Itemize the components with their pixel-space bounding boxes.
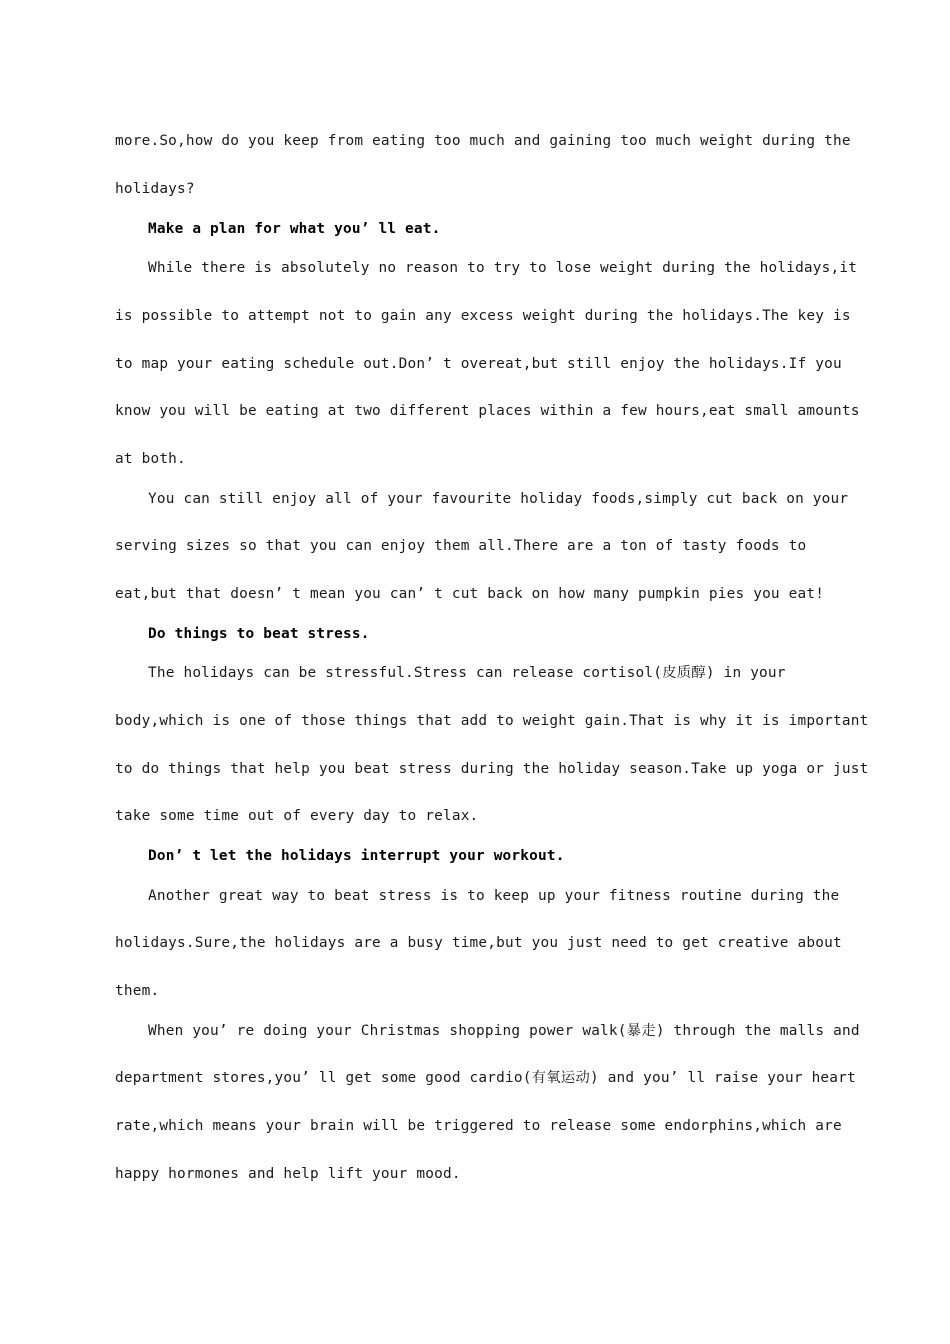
paragraph-line: rate,which means your brain will be triggered to release some endorphins,which are (115, 1118, 842, 1134)
paragraph-line: to map your eating schedule out.Don’ t overeat,but still enjoy the holidays.If you (115, 356, 842, 372)
paragraph-line: eat,but that doesn’ t mean you can’ t cut back on how many pumpkin pies you eat! (115, 586, 825, 602)
paragraph-line: Another great way to beat stress is to keep up your fitness routine during the (148, 888, 840, 904)
paragraph-line: body,which is one of those things that add to weight gain.That is why it is important (115, 713, 869, 729)
paragraph-line: is possible to attempt not to gain any excess weight during the holidays.The key is (115, 308, 851, 324)
paragraph-line: serving sizes so that you can enjoy them all.There are a ton of tasty foods to (115, 538, 807, 554)
paragraph-line: know you will be eating at two different places within a few hours,eat small amounts (115, 403, 860, 419)
paragraph-line: holidays? (115, 181, 195, 197)
section-heading-stress: Do things to beat stress. (148, 626, 370, 642)
paragraph-line: holidays.Sure,the holidays are a busy time,but you just need to get creative about (115, 935, 842, 951)
paragraph-line: department stores,you’ ll get some good cardio(有氧运动) and you’ ll raise your heart (115, 1070, 856, 1086)
paragraph-line: The holidays can be stressful.Stress can release cortisol(皮质醇) in your (148, 665, 786, 681)
paragraph-line: to do things that help you beat stress during the holiday season.Take up yoga or just (115, 761, 869, 777)
paragraph-line: When you’ re doing your Christmas shopping power walk(暴走) through the malls and (148, 1023, 860, 1039)
section-heading-workout: Don’ t let the holidays interrupt your workout. (148, 848, 565, 864)
paragraph-line: You can still enjoy all of your favourite holiday foods,simply cut back on your (148, 491, 849, 507)
paragraph-line: happy hormones and help lift your mood. (115, 1166, 461, 1182)
paragraph-line: them. (115, 983, 160, 999)
paragraph-line: take some time out of every day to relax. (115, 808, 479, 824)
paragraph-line: While there is absolutely no reason to try to lose weight during the holidays,it (148, 260, 858, 276)
paragraph-line: at both. (115, 451, 186, 467)
paragraph-line: more.So,how do you keep from eating too much and gaining too much weight during the (115, 133, 851, 149)
section-heading-plan: Make a plan for what you’ ll eat. (148, 221, 441, 237)
